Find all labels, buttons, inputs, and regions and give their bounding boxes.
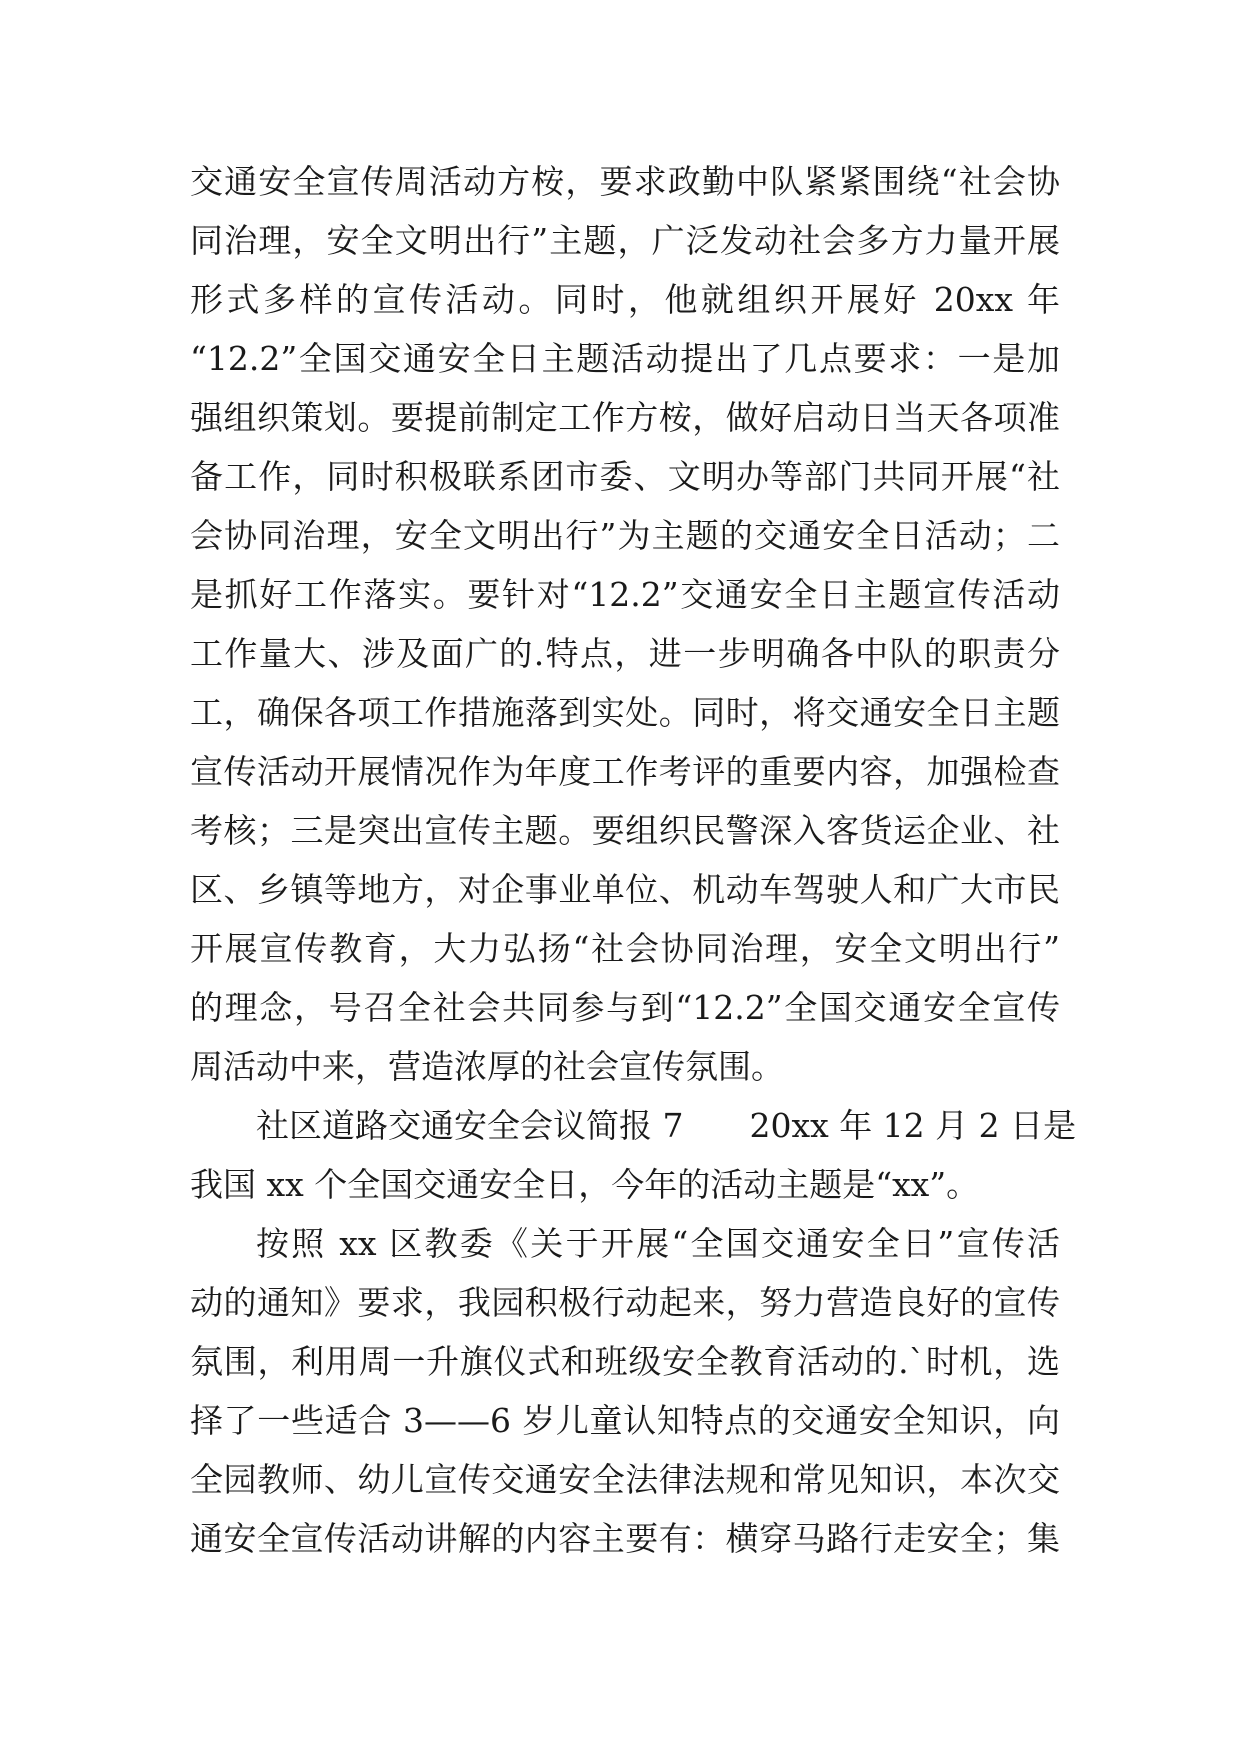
text-line: 社区道路交通安全会议简报 7 20xx 年 12 月 2 日是 (256, 1106, 1077, 1145)
text-line: 宣传活动开展情况作为年度工作考评的重要内容，加强检查 (190, 752, 1060, 791)
text-line: 按照 xx 区教委《关于开展“全国交通安全日”宣传活 (256, 1224, 1060, 1263)
text-line: 全园教师、幼儿宣传交通安全法律法规和常见知识，本次交 (190, 1460, 1060, 1499)
text-line: 备工作，同时积极联系团市委、文明办等部门共同开展“社 (190, 457, 1060, 496)
text-line: 择了一些适合 3——6 岁儿童认知特点的交通安全知识，向 (190, 1401, 1060, 1440)
text-line: 开展宣传教育，大力弘扬“社会协同治理，安全文明出行” (190, 929, 1060, 968)
text-line: 强组织策划。要提前制定工作方桉，做好启动日当天各项准 (190, 398, 1060, 437)
text-line: 是抓好工作落实。要针对“12.2”交通安全日主题宣传活动 (190, 575, 1060, 614)
text-line: “12.2”全国交通安全日主题活动提出了几点要求：一是加 (190, 339, 1060, 378)
text-line: 动的通知》要求，我园积极行动起来，努力营造良好的宣传 (190, 1283, 1060, 1322)
text-line: 工作量大、涉及面广的.特点，进一步明确各中队的职责分 (190, 634, 1060, 673)
text-line: 会协同治理，安全文明出行”为主题的交通安全日活动；二 (190, 516, 1060, 555)
text-line: 周活动中来，营造浓厚的社会宣传氛围。 (190, 1047, 784, 1086)
document-body (190, 152, 1077, 1568)
text-line: 形式多样的宣传活动。同时，他就组织开展好 20xx 年 (190, 280, 1060, 319)
text-line: 工，确保各项工作措施落到实处。同时，将交通安全日主题 (190, 693, 1060, 732)
text-line: 同治理，安全文明出行”主题，广泛发动社会多方力量开展 (190, 221, 1060, 260)
text-line: 区、乡镇等地方，对企事业单位、机动车驾驶人和广大市民 (190, 870, 1060, 909)
text-line: 的理念，号召全社会共同参与到“12.2”全国交通安全宣传 (190, 988, 1060, 1027)
text-line: 交通安全宣传周活动方桉，要求政勤中队紧紧围绕“社会协 (190, 162, 1060, 201)
text-line: 考核；三是突出宣传主题。要组织民警深入客货运企业、社 (190, 811, 1060, 850)
text-line: 我国 xx 个全国交通安全日，今年的活动主题是“xx”。 (190, 1165, 980, 1204)
text-line: 氛围，利用周一升旗仪式和班级安全教育活动的.`时机，选 (190, 1342, 1060, 1381)
text-line: 通安全宣传活动讲解的内容主要有：横穿马路行走安全；集 (190, 1519, 1060, 1558)
